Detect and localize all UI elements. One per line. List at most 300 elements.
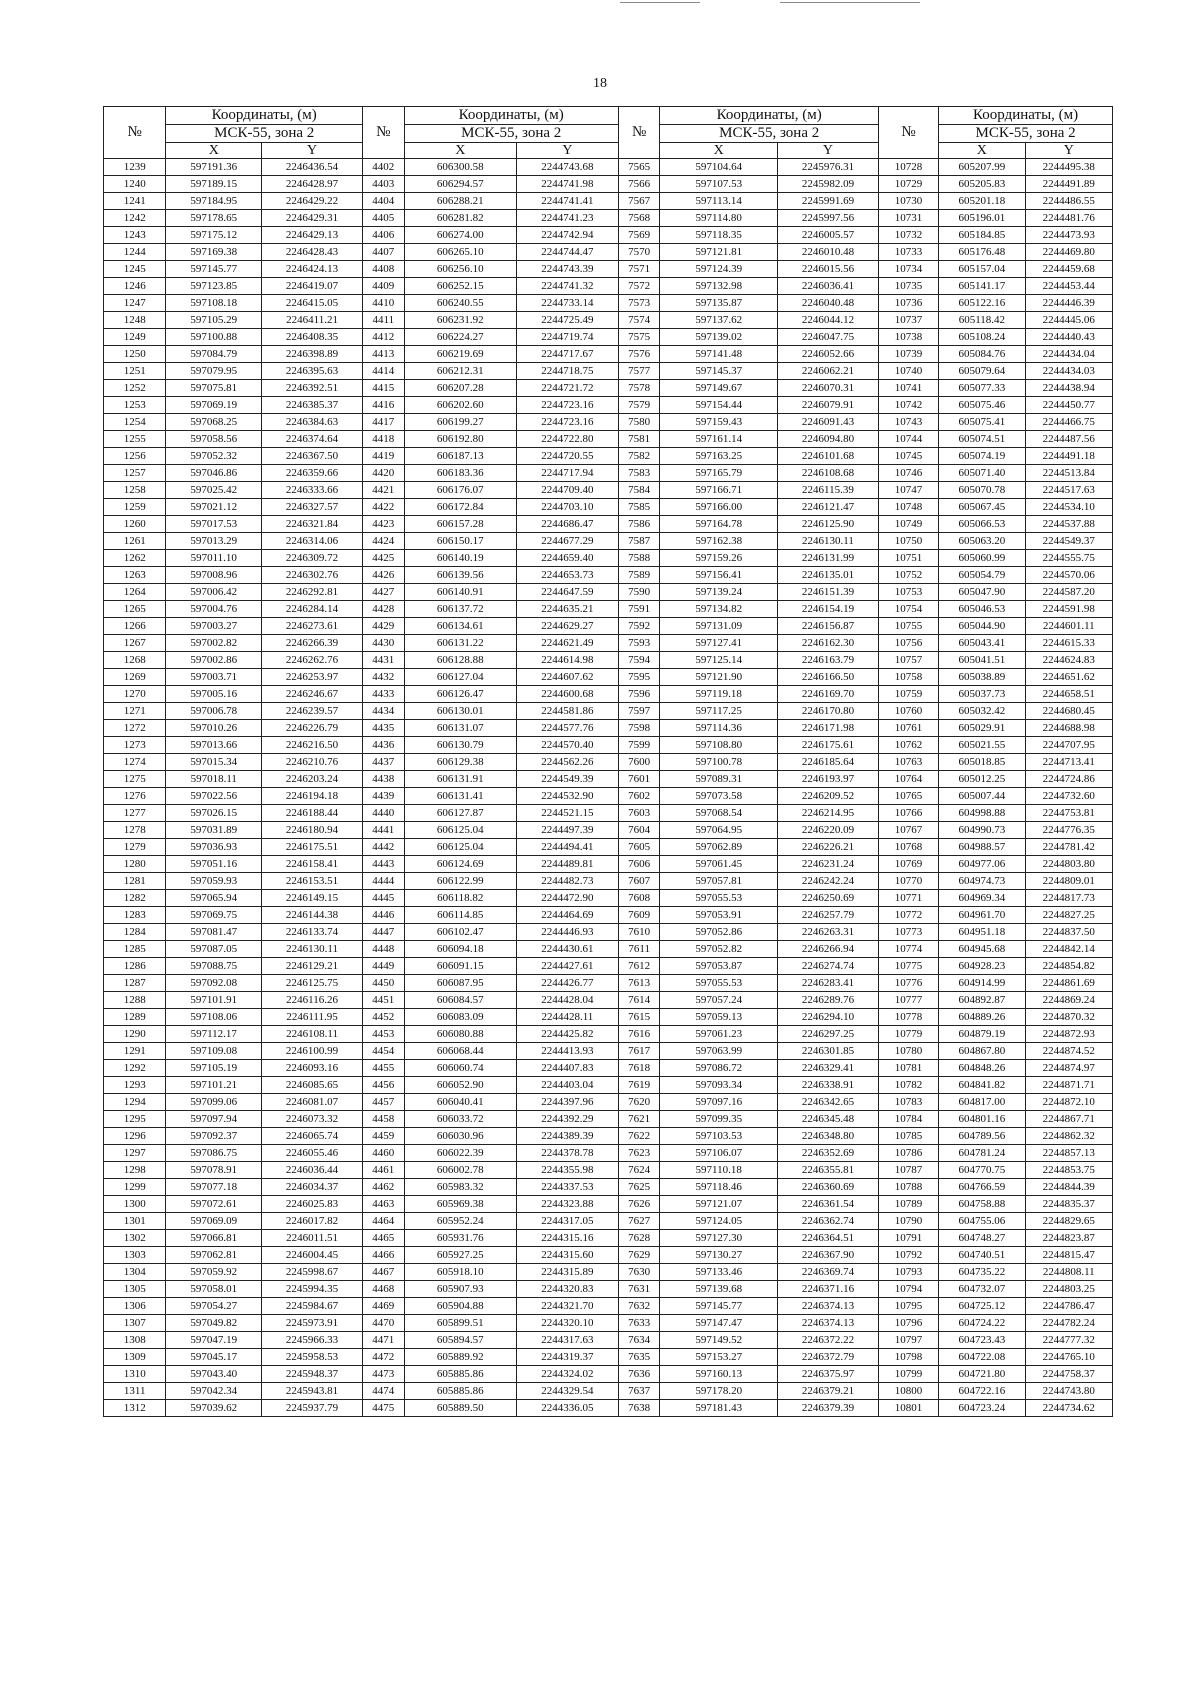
point-number-cell: 7633 <box>618 1315 660 1332</box>
y-coordinate-cell: 2246362.74 <box>777 1213 878 1230</box>
y-coordinate-cell: 2244874.97 <box>1025 1060 1112 1077</box>
y-coordinate-cell: 2244722.80 <box>516 431 618 448</box>
point-number-cell: 7604 <box>618 822 660 839</box>
point-number-cell: 1240 <box>104 176 166 193</box>
point-number-cell: 1284 <box>104 924 166 941</box>
point-number-cell: 10787 <box>878 1162 938 1179</box>
point-number-cell: 10778 <box>878 1009 938 1026</box>
table-row <box>104 635 1113 652</box>
y-coordinate-cell: 2246170.80 <box>777 703 878 720</box>
y-coordinate-cell: 2244621.49 <box>516 635 618 652</box>
point-number-cell: 7573 <box>618 295 660 312</box>
point-number-cell: 1311 <box>104 1383 166 1400</box>
point-number-cell: 1254 <box>104 414 166 431</box>
y-coordinate-cell: 2244537.88 <box>1025 516 1112 533</box>
y-coordinate-cell: 2246163.79 <box>777 652 878 669</box>
point-number-cell: 1307 <box>104 1315 166 1332</box>
table-row <box>104 1145 1113 1162</box>
point-number-cell: 1298 <box>104 1162 166 1179</box>
table-row <box>104 1349 1113 1366</box>
coords-header-system: МСК-55, зона 2 <box>166 125 363 143</box>
point-number-cell: 10791 <box>878 1230 938 1247</box>
x-coordinate-cell: 597109.08 <box>166 1043 262 1060</box>
point-number-cell: 7588 <box>618 550 660 567</box>
point-number-cell: 10755 <box>878 618 938 635</box>
y-coordinate-cell: 2246321.84 <box>262 516 363 533</box>
y-coordinate-cell: 2246121.47 <box>777 499 878 516</box>
point-number-cell: 1274 <box>104 754 166 771</box>
x-coordinate-cell: 597181.43 <box>660 1400 778 1417</box>
x-coordinate-cell: 597156.41 <box>660 567 778 584</box>
x-coordinate-cell: 605075.41 <box>939 414 1025 431</box>
y-coordinate-cell: 2244857.13 <box>1025 1145 1112 1162</box>
x-coordinate-cell: 605157.04 <box>939 261 1025 278</box>
point-number-cell: 7599 <box>618 737 660 754</box>
x-coordinate-cell: 606102.47 <box>404 924 516 941</box>
x-coordinate-cell: 597086.72 <box>660 1060 778 1077</box>
table-row <box>104 992 1113 1009</box>
y-coordinate-cell: 2244434.03 <box>1025 363 1112 380</box>
coordinates-table <box>103 106 1113 1417</box>
y-coordinate-cell: 2244581.86 <box>516 703 618 720</box>
point-number-cell: 4470 <box>363 1315 405 1332</box>
y-coordinate-cell: 2244555.75 <box>1025 550 1112 567</box>
point-number-cell: 1276 <box>104 788 166 805</box>
y-coordinate-cell: 2244823.87 <box>1025 1230 1112 1247</box>
point-number-cell: 4417 <box>363 414 405 431</box>
x-coordinate-cell: 606127.04 <box>404 669 516 686</box>
table-row <box>104 1026 1113 1043</box>
y-coordinate-cell: 2244724.86 <box>1025 771 1112 788</box>
table-row <box>104 567 1113 584</box>
y-coordinate-cell: 2245991.69 <box>777 193 878 210</box>
x-coordinate-cell: 605889.92 <box>404 1349 516 1366</box>
y-coordinate-cell: 2246283.41 <box>777 975 878 992</box>
point-number-cell: 10793 <box>878 1264 938 1281</box>
x-coordinate-cell: 605201.18 <box>939 193 1025 210</box>
y-coordinate-cell: 2246262.76 <box>262 652 363 669</box>
x-coordinate-cell: 605141.17 <box>939 278 1025 295</box>
y-coordinate-cell: 2244854.82 <box>1025 958 1112 975</box>
x-coordinate-cell: 606114.85 <box>404 907 516 924</box>
x-coordinate-cell: 597049.82 <box>166 1315 262 1332</box>
point-number-cell: 4473 <box>363 1366 405 1383</box>
point-number-cell: 7598 <box>618 720 660 737</box>
y-coordinate-cell: 2244453.44 <box>1025 278 1112 295</box>
x-coordinate-cell: 606139.56 <box>404 567 516 584</box>
y-coordinate-cell: 2244491.89 <box>1025 176 1112 193</box>
y-coordinate-cell: 2244532.90 <box>516 788 618 805</box>
y-coordinate-cell: 2244378.78 <box>516 1145 618 1162</box>
point-number-cell: 7611 <box>618 941 660 958</box>
x-coordinate-cell: 597010.26 <box>166 720 262 737</box>
y-coordinate-cell: 2246250.69 <box>777 890 878 907</box>
x-coordinate-cell: 597013.66 <box>166 737 262 754</box>
y-coordinate-cell: 2244829.65 <box>1025 1213 1112 1230</box>
point-number-cell: 1271 <box>104 703 166 720</box>
table-row <box>104 261 1113 278</box>
table-row <box>104 720 1113 737</box>
x-coordinate-cell: 604969.34 <box>939 890 1025 907</box>
y-coordinate-cell: 2244717.94 <box>516 465 618 482</box>
y-coordinate-cell: 2246171.98 <box>777 720 878 737</box>
point-number-cell: 4460 <box>363 1145 405 1162</box>
x-coordinate-cell: 605054.79 <box>939 567 1025 584</box>
y-coordinate-cell: 2246428.97 <box>262 176 363 193</box>
point-number-cell: 10767 <box>878 822 938 839</box>
y-coordinate-cell: 2244587.20 <box>1025 584 1112 601</box>
y-coordinate-cell: 2244786.47 <box>1025 1298 1112 1315</box>
y-coordinate-cell: 2244703.10 <box>516 499 618 516</box>
table-header <box>104 107 1113 159</box>
y-coordinate-cell: 2246428.43 <box>262 244 363 261</box>
y-coordinate-cell: 2246151.39 <box>777 584 878 601</box>
point-number-cell: 4418 <box>363 431 405 448</box>
y-coordinate-cell: 2244513.84 <box>1025 465 1112 482</box>
y-coordinate-cell: 2244717.67 <box>516 346 618 363</box>
y-coordinate-cell: 2244397.96 <box>516 1094 618 1111</box>
point-number-cell: 1239 <box>104 159 166 176</box>
x-coordinate-cell: 597124.39 <box>660 261 778 278</box>
x-coordinate-cell: 597097.16 <box>660 1094 778 1111</box>
y-coordinate-cell: 2246352.69 <box>777 1145 878 1162</box>
x-coordinate-cell: 606207.28 <box>404 380 516 397</box>
y-coordinate-cell: 2246367.90 <box>777 1247 878 1264</box>
x-coordinate-cell: 605894.57 <box>404 1332 516 1349</box>
point-number-cell: 10765 <box>878 788 938 805</box>
table-row <box>104 363 1113 380</box>
y-coordinate-cell: 2244427.61 <box>516 958 618 975</box>
x-coordinate-cell: 605079.64 <box>939 363 1025 380</box>
x-coordinate-cell: 597004.76 <box>166 601 262 618</box>
y-coordinate-cell: 2244320.10 <box>516 1315 618 1332</box>
y-coordinate-cell: 2244319.37 <box>516 1349 618 1366</box>
point-number-cell: 4452 <box>363 1009 405 1026</box>
point-number-cell: 10800 <box>878 1383 938 1400</box>
y-coordinate-cell: 2244781.42 <box>1025 839 1112 856</box>
x-coordinate-cell: 605029.91 <box>939 720 1025 737</box>
x-coordinate-cell: 606140.19 <box>404 550 516 567</box>
x-coordinate-cell: 606118.82 <box>404 890 516 907</box>
point-number-cell: 4451 <box>363 992 405 1009</box>
y-coordinate-cell: 2246253.97 <box>262 669 363 686</box>
y-coordinate-cell: 2244808.11 <box>1025 1264 1112 1281</box>
x-coordinate-cell: 604892.87 <box>939 992 1025 1009</box>
y-coordinate-cell: 2245943.81 <box>262 1383 363 1400</box>
x-coordinate-cell: 606129.38 <box>404 754 516 771</box>
point-number-cell: 7621 <box>618 1111 660 1128</box>
x-coordinate-cell: 597086.75 <box>166 1145 262 1162</box>
x-coordinate-cell: 606183.36 <box>404 465 516 482</box>
x-coordinate-cell: 597052.82 <box>660 941 778 958</box>
point-number-cell: 10731 <box>878 210 938 227</box>
table-row <box>104 1196 1113 1213</box>
y-coordinate-cell: 2246135.01 <box>777 567 878 584</box>
point-number-cell: 10788 <box>878 1179 938 1196</box>
y-coordinate-cell: 2244734.62 <box>1025 1400 1112 1417</box>
y-coordinate-cell: 2244315.16 <box>516 1230 618 1247</box>
x-coordinate-cell: 605969.38 <box>404 1196 516 1213</box>
x-coordinate-cell: 597006.42 <box>166 584 262 601</box>
x-coordinate-cell: 605074.51 <box>939 431 1025 448</box>
y-coordinate-cell: 2246040.48 <box>777 295 878 312</box>
y-coordinate-cell: 2244570.06 <box>1025 567 1112 584</box>
x-coordinate-cell: 606224.27 <box>404 329 516 346</box>
point-number-cell: 1308 <box>104 1332 166 1349</box>
y-coordinate-cell: 2244473.93 <box>1025 227 1112 244</box>
point-number-cell: 1290 <box>104 1026 166 1043</box>
x-coordinate-cell: 597118.46 <box>660 1179 778 1196</box>
point-number-cell: 7584 <box>618 482 660 499</box>
y-coordinate-cell: 2244686.47 <box>516 516 618 533</box>
y-coordinate-cell: 2246297.25 <box>777 1026 878 1043</box>
x-coordinate-cell: 606294.57 <box>404 176 516 193</box>
point-number-cell: 10776 <box>878 975 938 992</box>
x-coordinate-cell: 597114.80 <box>660 210 778 227</box>
point-number-cell: 1273 <box>104 737 166 754</box>
y-coordinate-cell: 2244497.39 <box>516 822 618 839</box>
point-number-cell: 4456 <box>363 1077 405 1094</box>
point-number-cell: 10780 <box>878 1043 938 1060</box>
x-coordinate-cell: 597169.38 <box>166 244 262 261</box>
point-number-cell: 1302 <box>104 1230 166 1247</box>
y-coordinate-cell: 2244842.14 <box>1025 941 1112 958</box>
x-coordinate-cell: 597107.53 <box>660 176 778 193</box>
point-number-cell: 1270 <box>104 686 166 703</box>
point-number-cell: 4414 <box>363 363 405 380</box>
table-row <box>104 703 1113 720</box>
y-coordinate-cell: 2245976.31 <box>777 159 878 176</box>
x-coordinate-cell: 605889.50 <box>404 1400 516 1417</box>
point-number-cell: 10756 <box>878 635 938 652</box>
x-coordinate-cell: 605067.45 <box>939 499 1025 516</box>
x-coordinate-cell: 606219.69 <box>404 346 516 363</box>
point-number-cell: 4440 <box>363 805 405 822</box>
y-coordinate-cell: 2246047.75 <box>777 329 878 346</box>
y-coordinate-cell: 2244659.40 <box>516 550 618 567</box>
x-coordinate-cell: 604766.59 <box>939 1179 1025 1196</box>
x-coordinate-cell: 597066.81 <box>166 1230 262 1247</box>
x-coordinate-cell: 597075.81 <box>166 380 262 397</box>
y-coordinate-cell: 2244651.62 <box>1025 669 1112 686</box>
point-number-cell: 7592 <box>618 618 660 635</box>
point-number-cell: 1263 <box>104 567 166 584</box>
y-coordinate-cell: 2246185.64 <box>777 754 878 771</box>
y-coordinate-cell: 2246314.06 <box>262 533 363 550</box>
table-row <box>104 941 1113 958</box>
point-number-cell: 4468 <box>363 1281 405 1298</box>
y-coordinate-cell: 2244874.52 <box>1025 1043 1112 1060</box>
x-coordinate-cell: 605074.19 <box>939 448 1025 465</box>
x-coordinate-cell: 597133.46 <box>660 1264 778 1281</box>
point-number-cell: 10733 <box>878 244 938 261</box>
point-number-cell: 10792 <box>878 1247 938 1264</box>
x-coordinate-cell: 605118.42 <box>939 312 1025 329</box>
number-column-header: № <box>878 107 938 159</box>
x-coordinate-cell: 606300.58 <box>404 159 516 176</box>
y-coordinate-cell: 2244487.56 <box>1025 431 1112 448</box>
point-number-cell: 4406 <box>363 227 405 244</box>
y-coordinate-cell: 2246367.50 <box>262 448 363 465</box>
point-number-cell: 10772 <box>878 907 938 924</box>
table-row <box>104 873 1113 890</box>
y-coordinate-cell: 2246372.22 <box>777 1332 878 1349</box>
point-number-cell: 10757 <box>878 652 938 669</box>
x-coordinate-cell: 597127.30 <box>660 1230 778 1247</box>
x-coordinate-cell: 604723.43 <box>939 1332 1025 1349</box>
point-number-cell: 1292 <box>104 1060 166 1077</box>
x-coordinate-cell: 605018.85 <box>939 754 1025 771</box>
x-coordinate-cell: 597191.36 <box>166 159 262 176</box>
y-coordinate-cell: 2246369.74 <box>777 1264 878 1281</box>
y-coordinate-cell: 2246214.95 <box>777 805 878 822</box>
x-coordinate-cell: 605885.86 <box>404 1366 516 1383</box>
x-coordinate-cell: 597055.53 <box>660 975 778 992</box>
table-row <box>104 1060 1113 1077</box>
y-coordinate-cell: 2246289.76 <box>777 992 878 1009</box>
y-coordinate-cell: 2246125.90 <box>777 516 878 533</box>
x-coordinate-cell: 597057.81 <box>660 873 778 890</box>
point-number-cell: 4404 <box>363 193 405 210</box>
point-number-cell: 1272 <box>104 720 166 737</box>
y-coordinate-cell: 2244446.93 <box>516 924 618 941</box>
point-number-cell: 7613 <box>618 975 660 992</box>
x-coordinate-cell: 606040.41 <box>404 1094 516 1111</box>
table-row <box>104 176 1113 193</box>
point-number-cell: 7626 <box>618 1196 660 1213</box>
point-number-cell: 4425 <box>363 550 405 567</box>
y-coordinate-cell: 2244815.47 <box>1025 1247 1112 1264</box>
y-coordinate-cell: 2246094.80 <box>777 431 878 448</box>
y-coordinate-cell: 2245994.35 <box>262 1281 363 1298</box>
y-coordinate-cell: 2246257.79 <box>777 907 878 924</box>
x-coordinate-cell: 597121.90 <box>660 669 778 686</box>
point-number-cell: 1303 <box>104 1247 166 1264</box>
y-coordinate-cell: 2246158.41 <box>262 856 363 873</box>
point-number-cell: 4459 <box>363 1128 405 1145</box>
point-number-cell: 7627 <box>618 1213 660 1230</box>
point-number-cell: 7628 <box>618 1230 660 1247</box>
x-coordinate-cell: 605904.88 <box>404 1298 516 1315</box>
x-coordinate-cell: 597058.56 <box>166 431 262 448</box>
point-number-cell: 7631 <box>618 1281 660 1298</box>
x-coordinate-cell: 605927.25 <box>404 1247 516 1264</box>
point-number-cell: 1253 <box>104 397 166 414</box>
y-coordinate-cell: 2246154.19 <box>777 601 878 618</box>
table-row <box>104 1400 1113 1417</box>
point-number-cell: 1278 <box>104 822 166 839</box>
y-coordinate-cell: 2246220.09 <box>777 822 878 839</box>
point-number-cell: 7619 <box>618 1077 660 1094</box>
y-coordinate-cell: 2246036.41 <box>777 278 878 295</box>
y-coordinate-cell: 2244677.29 <box>516 533 618 550</box>
point-number-cell: 10785 <box>878 1128 938 1145</box>
point-number-cell: 1265 <box>104 601 166 618</box>
point-number-cell: 7623 <box>618 1145 660 1162</box>
x-coordinate-cell: 606157.28 <box>404 516 516 533</box>
y-coordinate-cell: 2244709.40 <box>516 482 618 499</box>
table-body <box>104 159 1113 1417</box>
x-coordinate-cell: 605899.51 <box>404 1315 516 1332</box>
point-number-cell: 7594 <box>618 652 660 669</box>
x-coordinate-cell: 606187.13 <box>404 448 516 465</box>
point-number-cell: 1250 <box>104 346 166 363</box>
y-coordinate-cell: 2244817.73 <box>1025 890 1112 907</box>
x-coordinate-cell: 597053.87 <box>660 958 778 975</box>
y-coordinate-cell: 2246242.24 <box>777 873 878 890</box>
y-coordinate-cell: 2246081.07 <box>262 1094 363 1111</box>
y-coordinate-cell: 2246360.69 <box>777 1179 878 1196</box>
table-row <box>104 771 1113 788</box>
y-coordinate-cell: 2244562.26 <box>516 754 618 771</box>
point-number-cell: 4427 <box>363 584 405 601</box>
x-coordinate-cell: 605952.24 <box>404 1213 516 1230</box>
x-coordinate-cell: 606091.15 <box>404 958 516 975</box>
y-coordinate-cell: 2246411.21 <box>262 312 363 329</box>
point-number-cell: 1280 <box>104 856 166 873</box>
y-coordinate-cell: 2244486.55 <box>1025 193 1112 210</box>
table-row <box>104 686 1113 703</box>
point-number-cell: 1245 <box>104 261 166 278</box>
x-coordinate-cell: 597178.65 <box>166 210 262 227</box>
point-number-cell: 1306 <box>104 1298 166 1315</box>
y-coordinate-cell: 2246309.72 <box>262 550 363 567</box>
y-column-header: Y <box>262 143 363 159</box>
point-number-cell: 1301 <box>104 1213 166 1230</box>
y-coordinate-cell: 2245966.33 <box>262 1332 363 1349</box>
y-coordinate-cell: 2246384.63 <box>262 414 363 431</box>
point-number-cell: 10797 <box>878 1332 938 1349</box>
x-coordinate-cell: 597131.09 <box>660 618 778 635</box>
point-number-cell: 4405 <box>363 210 405 227</box>
x-coordinate-cell: 605084.76 <box>939 346 1025 363</box>
y-coordinate-cell: 2244464.69 <box>516 907 618 924</box>
point-number-cell: 1256 <box>104 448 166 465</box>
x-coordinate-cell: 597184.95 <box>166 193 262 210</box>
y-coordinate-cell: 2246011.51 <box>262 1230 363 1247</box>
table-row <box>104 584 1113 601</box>
y-coordinate-cell: 2246361.54 <box>777 1196 878 1213</box>
y-coordinate-cell: 2246100.99 <box>262 1043 363 1060</box>
x-coordinate-cell: 604889.26 <box>939 1009 1025 1026</box>
x-coordinate-cell: 604724.22 <box>939 1315 1025 1332</box>
x-coordinate-cell: 597059.93 <box>166 873 262 890</box>
y-coordinate-cell: 2246266.94 <box>777 941 878 958</box>
x-coordinate-cell: 597100.78 <box>660 754 778 771</box>
x-coordinate-cell: 597046.86 <box>166 465 262 482</box>
x-coordinate-cell: 597003.27 <box>166 618 262 635</box>
y-coordinate-cell: 2245998.67 <box>262 1264 363 1281</box>
point-number-cell: 4454 <box>363 1043 405 1060</box>
x-coordinate-cell: 597022.56 <box>166 788 262 805</box>
table-row <box>104 414 1113 431</box>
x-coordinate-cell: 604990.73 <box>939 822 1025 839</box>
point-number-cell: 10752 <box>878 567 938 584</box>
table-row <box>104 397 1113 414</box>
y-coordinate-cell: 2244600.68 <box>516 686 618 703</box>
x-coordinate-cell: 597036.93 <box>166 839 262 856</box>
table-row <box>104 1111 1113 1128</box>
y-column-header: Y <box>516 143 618 159</box>
y-coordinate-cell: 2244680.45 <box>1025 703 1112 720</box>
y-coordinate-cell: 2244743.39 <box>516 261 618 278</box>
point-number-cell: 10783 <box>878 1094 938 1111</box>
table-row <box>104 822 1113 839</box>
x-coordinate-cell: 597059.13 <box>660 1009 778 1026</box>
y-coordinate-cell: 2244835.37 <box>1025 1196 1112 1213</box>
point-number-cell: 10784 <box>878 1111 938 1128</box>
point-number-cell: 4443 <box>363 856 405 873</box>
